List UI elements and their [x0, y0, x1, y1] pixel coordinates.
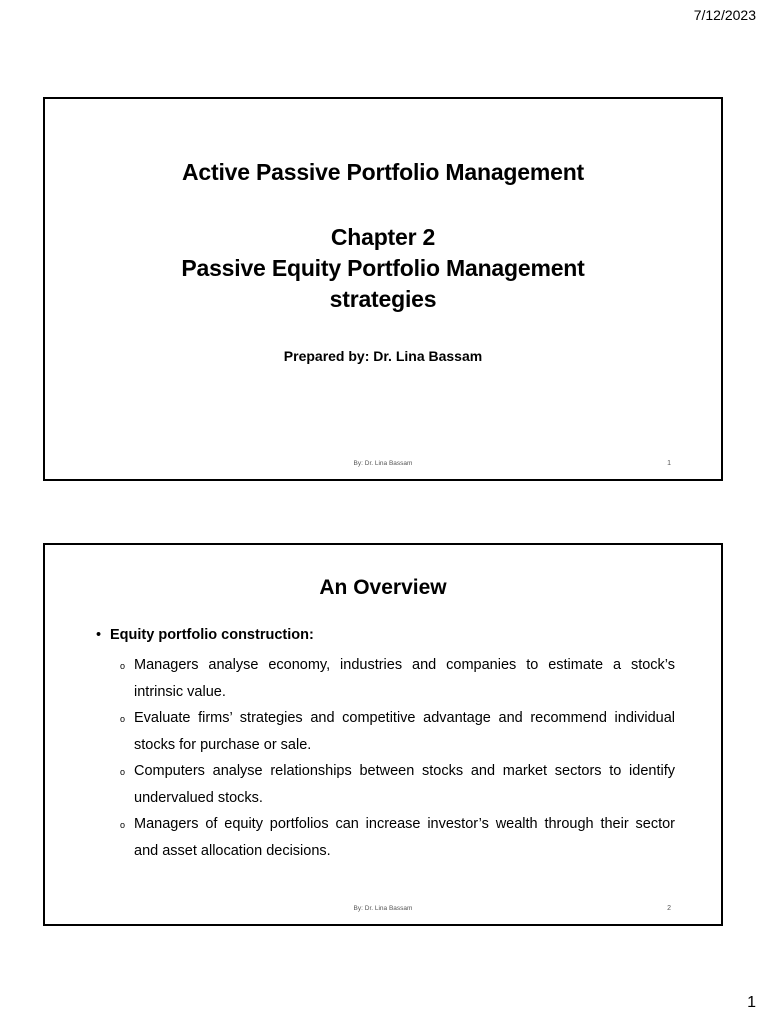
slide-2	[43, 543, 723, 926]
page-number: 1	[747, 994, 756, 1011]
circle-bullet-icon: o	[120, 820, 126, 830]
subtitle-line-strategies: strategies	[329, 286, 437, 312]
bullet-icon: •	[96, 627, 102, 643]
list-item	[117, 705, 675, 758]
slide-1-title: Active Passive Portfolio Management	[181, 159, 584, 185]
list-item-text: Managers of equity portfolios can increase investor’s wealth through their sector and asset allocation decisions.	[134, 816, 675, 859]
slide-1-number: 1	[667, 460, 671, 467]
list-item	[117, 811, 675, 864]
slide-1-subtitle	[45, 222, 721, 315]
list-item	[117, 652, 675, 705]
slide-2-footer: By: Dr. Lina Bassam	[353, 905, 413, 912]
subtitle-line-chapter: Chapter 2	[330, 224, 436, 250]
slide-2-title: An Overview	[319, 576, 447, 599]
bullet-heading-text: Equity portfolio construction:	[110, 627, 314, 643]
list-item	[117, 758, 675, 811]
circle-bullet-icon: o	[120, 767, 126, 777]
sub-bullet-list	[117, 652, 675, 864]
slide-2-number: 2	[667, 905, 671, 912]
circle-bullet-icon: o	[120, 661, 126, 671]
bullet-heading	[96, 627, 314, 643]
page-date: 7/12/2023	[693, 7, 756, 23]
list-item-text: Evaluate firms’ strategies and competitive advantage and recommend individual stocks for purchase or sale.	[134, 710, 675, 753]
list-item-text: Managers analyse economy, industries and companies to estimate a stock’s intrinsic value.	[134, 657, 675, 700]
list-item-text: Computers analyse relationships between stocks and market sectors to identify undervalued stocks.	[134, 763, 675, 806]
slide-1	[43, 97, 723, 481]
subtitle-line-topic: Passive Equity Portfolio Management	[181, 255, 585, 281]
slide-1-footer: By: Dr. Lina Bassam	[353, 460, 413, 467]
prepared-by: Prepared by: Dr. Lina Bassam	[283, 348, 483, 364]
circle-bullet-icon: o	[120, 714, 126, 724]
